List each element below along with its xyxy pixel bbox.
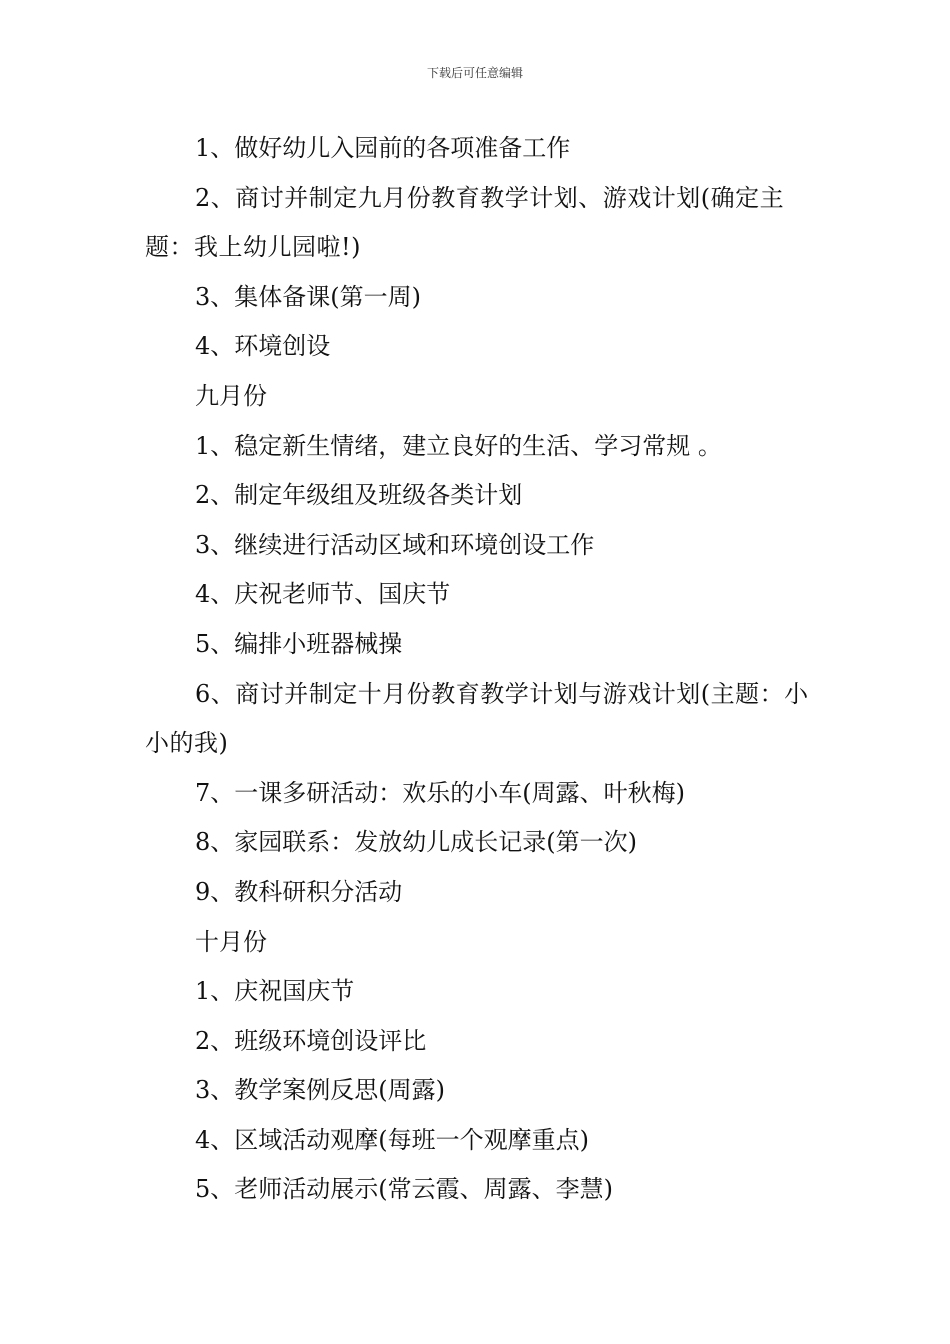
paragraph: 5、老师活动展示(常云霞、周露、李慧) bbox=[195, 1175, 613, 1204]
paragraph: 3、集体备课(第一周) bbox=[195, 282, 421, 311]
paragraph: 8、家园联系：发放幼儿成长记录(第一次) bbox=[195, 828, 637, 857]
paragraph: 6、商讨并制定十月份教育教学计划与游戏计划(主题：小小的我) bbox=[145, 679, 809, 758]
paragraph: 4、区域活动观摩(每班一个观摩重点) bbox=[195, 1125, 589, 1154]
paragraph: 2、制定年级组及班级各类计划 bbox=[195, 481, 523, 510]
paragraph: 4、庆祝老师节、国庆节 bbox=[195, 580, 451, 609]
paragraph: 3、继续进行活动区域和环境创设工作 bbox=[195, 530, 595, 559]
paragraph: 1、稳定新生情绪，建立良好的生活、学习常规 。 bbox=[195, 431, 722, 460]
page-header-note: 下载后可任意编辑 bbox=[426, 66, 523, 80]
paragraph: 3、教学案例反思(周露) bbox=[195, 1076, 445, 1105]
paragraph: 4、环境创设 bbox=[195, 332, 331, 361]
document-body bbox=[145, 124, 825, 1215]
paragraph: 1、庆祝国庆节 bbox=[195, 977, 355, 1006]
paragraph: 5、编排小班器械操 bbox=[195, 629, 403, 658]
section-heading: 十月份 bbox=[195, 927, 267, 956]
paragraph: 7、一课多研活动：欢乐的小车(周露、叶秋梅) bbox=[195, 778, 685, 807]
paragraph: 1、做好幼儿入园前的各项准备工作 bbox=[195, 134, 571, 162]
paragraph: 9、教科研积分活动 bbox=[195, 877, 403, 906]
paragraph: 2、班级环境创设评比 bbox=[195, 1026, 427, 1055]
section-heading: 九月份 bbox=[195, 381, 267, 410]
paragraph: 2、商讨并制定九月份教育教学计划、游戏计划(确定主题：我上幼儿园啦!) bbox=[145, 183, 785, 262]
